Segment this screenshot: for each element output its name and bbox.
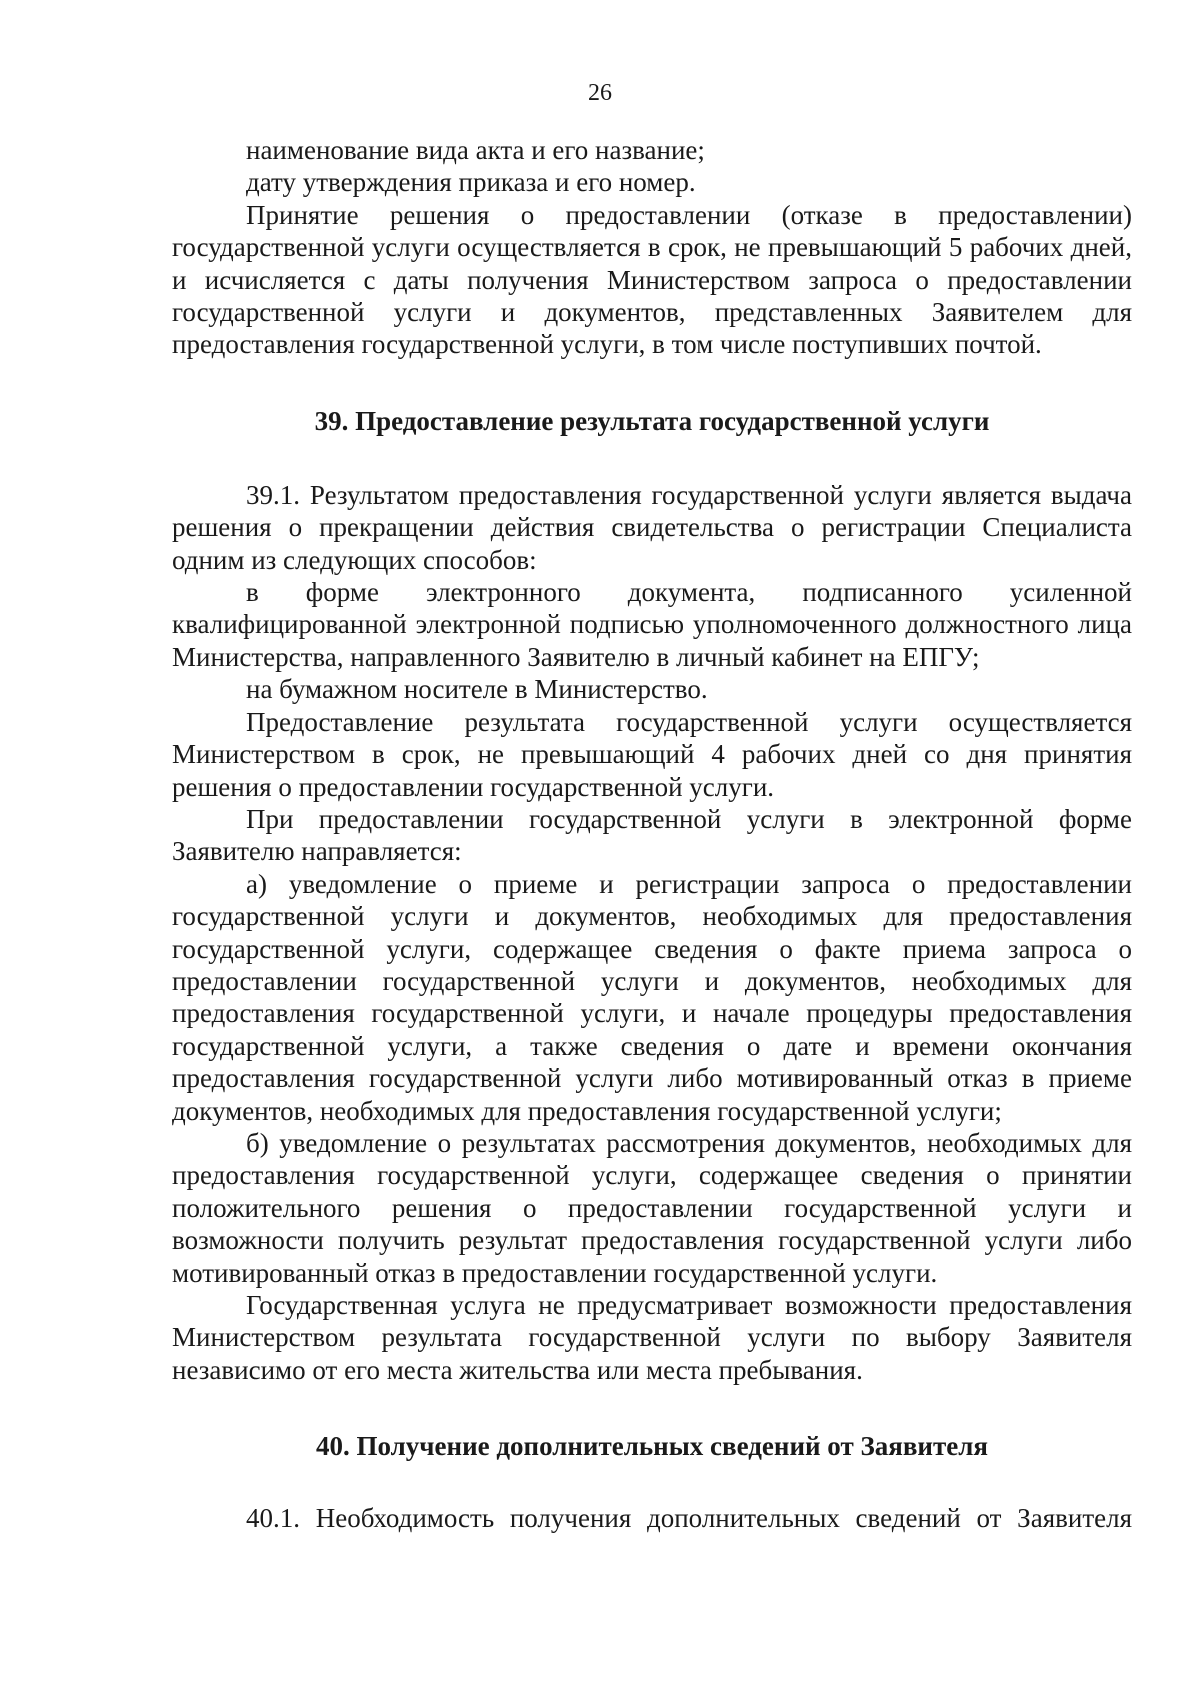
section-heading-40: 40. Получение дополнительных сведений от Заявителя <box>316 1431 988 1462</box>
section-heading-39: 39. Предоставление результата государственной услуги <box>314 405 990 436</box>
list-item-notice-a: а) уведомление о приеме и регистрации запроса о предоставлении государственной услуги и документов, необходимых для предоставления государственной услуги, содержащее сведения о факте приема запроса о предоставлении государственной услуги и документов, необходимых для предоставления государственной услуги, и начале процедуры предоставления государственной услуги, а также сведения о дате и времени окончания предоставления государственной услуги либо мотивированный отказ в приеме документов, необходимых для предоставления государственной услуги; <box>172 868 1132 1126</box>
list-item-electronic-form: в форме электронного документа, подписанного усиленной квалифицированной электронной подписью уполномоченного должностного лица Министерства, направленного Заявителю в личный кабинет на ЕПГУ; <box>172 577 1132 672</box>
spacer <box>172 1386 1132 1430</box>
paragraph-electronic-notice: При предоставлении государственной услуги в электронной форме Заявителю направляется: <box>172 803 1132 867</box>
list-item-act-name: наименование вида акта и его название; <box>246 135 705 165</box>
spacer <box>172 437 1132 479</box>
page-number: 26 <box>588 80 612 106</box>
paragraph-decision-term: Принятие решения о предоставлении (отказе в предоставлении) государственной услуги осуществляется в срок, не превышающий 5 рабочих дней, и исчисляется с даты получения Министерством запроса о предоставлении государственной услуги и документов, представленных Заявителем для предоставления государственной услуги, в том числе поступивших почтой. <box>172 199 1132 360</box>
spacer <box>172 1462 1132 1502</box>
paragraph-40-1: 40.1. Необходимость получения дополнительных сведений от Заявителя <box>246 1503 1132 1534</box>
list-item-notice-b: б) уведомление о результатах рассмотрения документов, необходимых для предоставления государственной услуги, содержащее сведения о принятии положительного решения о предоставлении государственной услуги и возможности получить результат предоставления государственной услуги либо мотивированный отказ в предоставлении государственной услуги. <box>172 1127 1132 1288</box>
paragraph-no-choice: Государственная услуга не предусматривает возможности предоставления Министерством результата государственной услуги по выбору Заявителя независимо от его места жительства или места пребывания. <box>172 1290 1132 1385</box>
paragraph-39-1: 39.1. Результатом предоставления государственной услуги является выдача решения о прекращении действия свидетельства о регистрации Специалиста одним из следующих способов: <box>172 479 1132 575</box>
document-body <box>172 134 1132 1535</box>
paragraph-result-term: Предоставление результата государственной услуги осуществляется Министерством в срок, не превышающий 4 рабочих дней со дня принятия решения о предоставлении государственной услуги. <box>172 706 1132 802</box>
list-item-paper-form: на бумажном носителе в Министерство. <box>246 674 708 705</box>
list-item-order-date: дату утверждения приказа и его номер. <box>246 167 696 198</box>
spacer <box>172 361 1132 405</box>
